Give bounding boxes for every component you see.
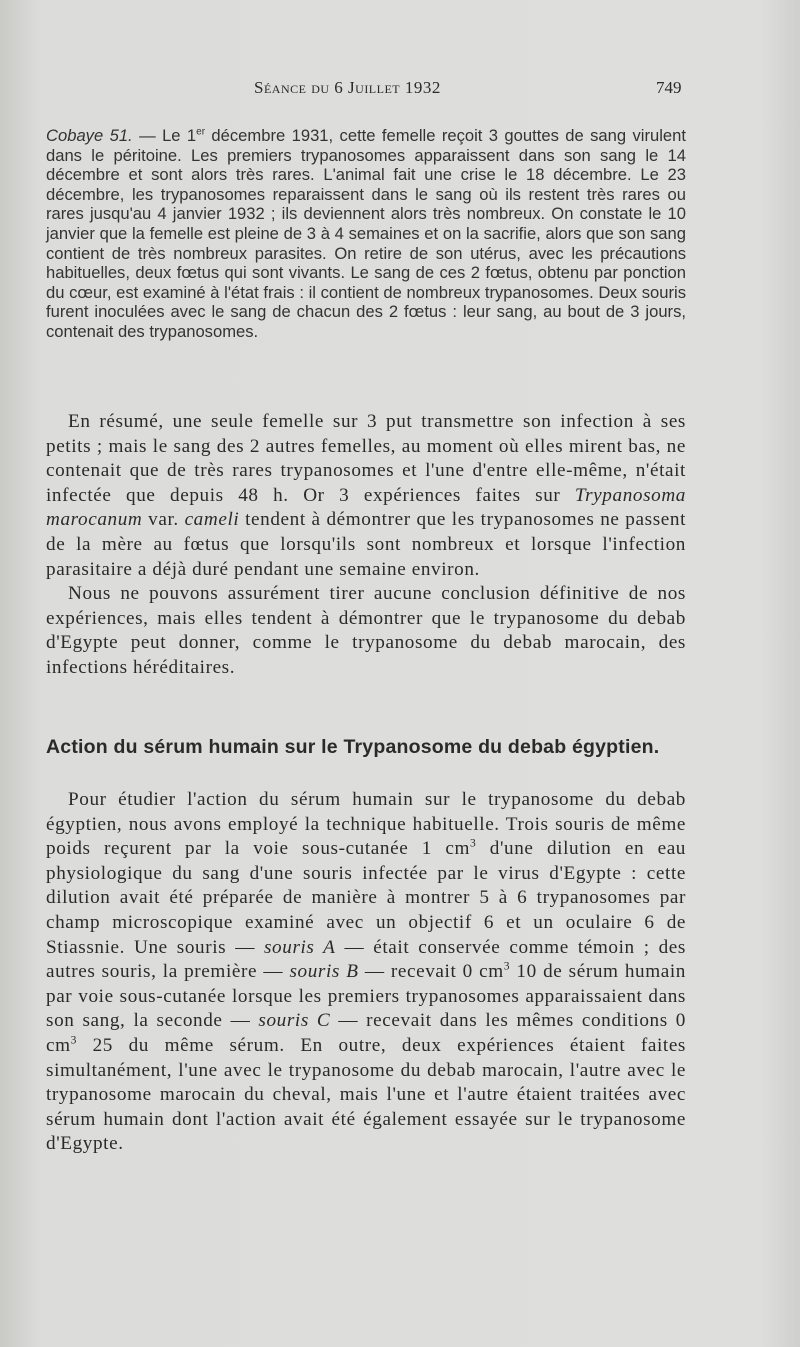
resume-text-b: var. [142,509,185,531]
cobaye-label: Cobaye 51. [46,126,133,145]
cobaye-sup: er [196,126,206,138]
action-souris-c: souris C [258,1010,331,1032]
action-s1: 3 [470,837,477,850]
action-s2: 3 [503,960,511,973]
action-t1: Pour étudier l'action du sérum humain sur le trypanosome du debab égyptien, nous avons employé la technique habituelle. Trois souris de même poids reçurent par la voie sous-cutanée 1 cm [46,789,686,860]
action-block [46,788,686,1157]
cobaye-text-a: — Le 1 [132,126,197,145]
action-t2: d'une dilution en eau physiologique du sang d'une souris infectée par le virus d'Egypte : cette dilution avait été préparée de manière à montrer 5 à 6 trypanosomes par champ microscopique examiné avec un objectif 6 et un oculaire 6 de Stiassnie. Une souris — [46,838,687,958]
resume-italic-variety: cameli [184,509,240,531]
action-souris-b: souris B [289,961,359,983]
action-t3: — était conservée comme témoin ; des autres souris, la première — [46,936,686,983]
resume-italic-species: Trypanosoma marocanum [46,484,686,531]
resume-text-c: tendent à démontrer que les trypanosomes ne passent de la mère au fœtus que lorsqu'ils sont nombreux et lorsque l'infection parasitaire a déjà duré pendant une semaine environ. [46,509,686,580]
resume-block [46,410,686,681]
cobaye-text-b: décembre 1931, cette femelle reçoit 3 gouttes de sang virulent dans le péritoine. Les premiers trypanosomes apparaissent dans son sang le 14 décembre et sont alors très rares. L'animal fait une crise le 18 décembre. Le 23 décembre, les trypanosomes reparaissent dans le sang où ils restent très rares ou rares jusqu'au 4 janvier 1932 ; ils deviennent alors très nombreux. On constate le 10 janvier que la femelle est pleine de 3 à 4 semaines et on la sacrifie, alors que son sang contient de très nombreux parasites. On retire de son utérus, avec les précautions habituelles, deux fœtus qui sont vivants. Le sang de ces 2 fœtus, obtenu par ponction du cœur, est examiné à l'état frais : il contient de nombreux trypanosomes. Deux souris furent inoculées avec le sang de chacun des 2 fœtus : leur sang, au bout de 3 jours, contenait des trypanosomes. [46,126,686,341]
running-header [0,78,800,102]
cobaye-paragraph [46,126,686,342]
action-t5: 10 de sérum humain par voie sous-cutanée lorsque les premiers trypanosomes apparaissaient dans son sang, la seconde — [46,961,686,1032]
page-number: 749 [656,78,682,97]
action-s3: 3 [70,1034,78,1047]
running-title: Séance du 6 Juillet 1932 [254,78,441,97]
action-t6: — recevait dans les mêmes conditions 0 cm [46,1010,686,1056]
action-t4: — recevait 0 cm [358,961,504,983]
resume-text-a: En résumé, une seule femelle sur 3 put transmettre son infection à ses petits ; mais le sang des 2 autres femelles, au moment où elles mirent bas, ne contenait que de très rares trypanosomes et l'une d'entre elle-même, n'était infectée que depuis 48 h. Or 3 expériences faites sur [46,411,686,506]
resume-paragraph [46,410,686,582]
action-paragraph [46,788,686,1157]
section-heading: Action du sérum humain sur le Trypanosome du debab égyptien. [46,736,660,758]
conclusion-paragraph: Nous ne pouvons assurément tirer aucune conclusion définitive de nos expériences, mais elles tendent à démontrer que le trypanosome du debab d'Egypte peut donner, comme le trypanosome du debab marocain, des infections héréditaires. [46,583,686,678]
action-t7: 25 du même sérum. En outre, deux expériences étaient faites simultanément, l'une avec le trypanosome du debab marocain, l'autre avec le trypanosome marocain du cheval, mais l'une et l'autre étaient traitées avec sérum humain dont l'action avait été également essayée sur le trypanosome d'Egypte. [46,1034,686,1155]
action-souris-a: souris A [263,936,336,958]
